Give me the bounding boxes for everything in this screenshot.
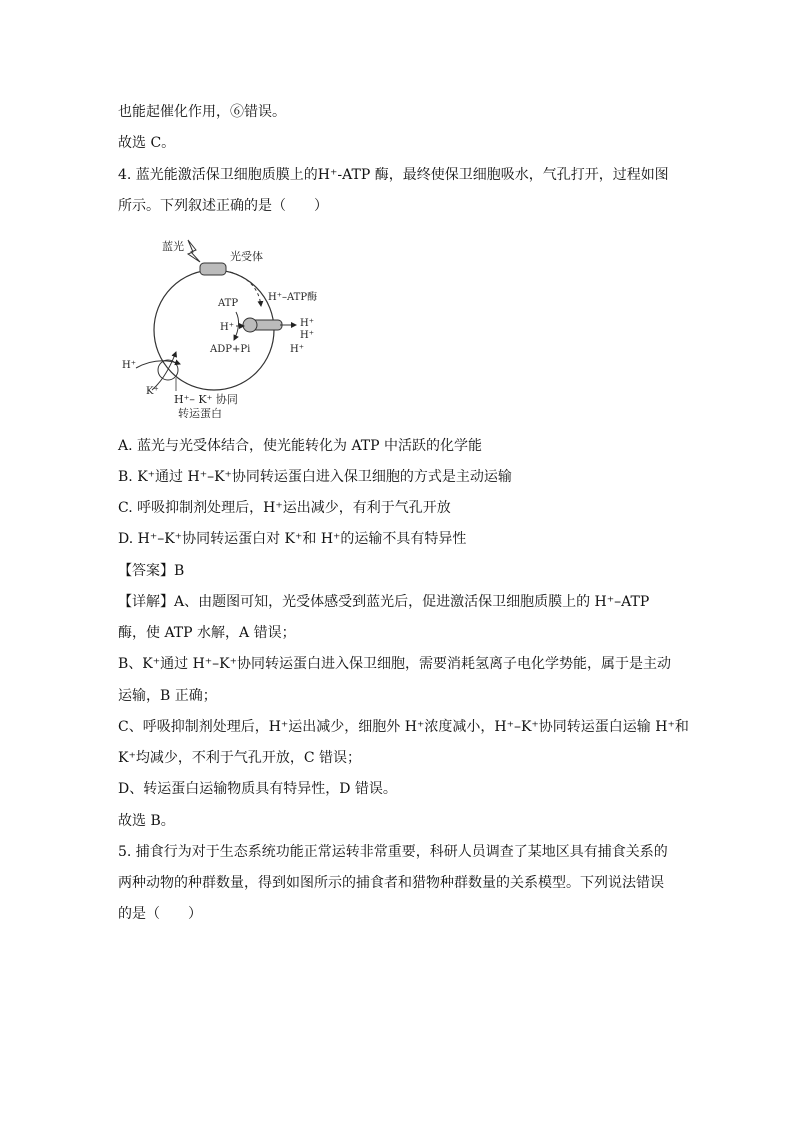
guard-cell-diagram (118, 228, 338, 418)
conclusion: 故选 B。 (118, 813, 175, 829)
option-b: B. K⁺通过 H⁺–K⁺协同转运蛋白进入保卫细胞的方式是主动运输 (118, 469, 512, 485)
label-cotrans-1: H⁺– K⁺ 协同 (174, 393, 238, 406)
label-atp: ATP (218, 298, 239, 309)
explanation-d: D、转运蛋白运输物质具有特异性，D 错误。 (118, 781, 397, 797)
explanation-b: B、K⁺通过 H⁺–K⁺协同转运蛋白进入保卫细胞，需要消耗氢离子电化学势能，属于是主动 (118, 656, 672, 672)
option-d: D. H⁺–K⁺协同转运蛋白对 K⁺和 H⁺的运输不具有特异性 (118, 531, 467, 547)
question-5-stem: 5. 捕食行为对于生态系统功能正常运转非常重要，科研人员调查了某地区具有捕食关系的 (118, 844, 668, 860)
option-a: A. 蓝光与光受体结合，使光能转化为 ATP 中活跃的化学能 (118, 438, 483, 454)
explanation-a-cont: 酶，使 ATP 水解，A 错误； (118, 625, 296, 641)
label-receptor: 光受体 (230, 250, 263, 263)
text-line-2: 故选 C。 (118, 135, 176, 151)
answer: 【答案】B (118, 563, 185, 579)
explanation-a: 【详解】A、由题图可知，光受体感受到蓝光后，促进激活保卫细胞质膜上的 H⁺–ATP (118, 594, 650, 610)
label-atpase: H⁺–ATP酶 (268, 292, 318, 303)
label-h-out-1: H⁺ (300, 318, 314, 329)
question-4-stem-cont: 所示。下列叙述正确的是（ ） (118, 198, 328, 214)
label-blue-light: 蓝光 (162, 240, 184, 253)
atpase-head (243, 318, 257, 332)
label-h-out-2: H⁺ (300, 330, 314, 341)
label-k-left: K⁺ (146, 386, 159, 397)
label-cotrans-2: 转运蛋白 (178, 407, 222, 418)
question-5-stem-end: 的是（ ） (118, 906, 202, 922)
question-5-stem-cont: 两种动物的种群数量，得到如图所示的捕食者和猎物种群数量的关系模型。下列说法错误 (118, 875, 664, 891)
question-4-stem: 4. 蓝光能激活保卫细胞质膜上的H⁺-ATP 酶，最终使保卫细胞吸水，气孔打开，过程如图 (118, 167, 669, 183)
label-h-in: H⁺ (220, 322, 234, 333)
explanation-c-cont: K⁺均减少，不利于气孔开放，C 错误； (118, 750, 362, 766)
label-h-left: H⁺ (122, 360, 136, 371)
option-c: C. 呼吸抑制剂处理后，H⁺运出减少，有利于气孔开放 (118, 500, 451, 516)
k-entry-arrow (152, 352, 176, 390)
photoreceptor (200, 263, 226, 275)
text-line-1: 也能起催化作用，⑥错误。 (118, 104, 286, 120)
label-adp: ADP+Pi (210, 344, 251, 355)
explanation-b-cont: 运输，B 正确； (118, 688, 217, 704)
label-h-out-3: H⁺ (290, 344, 304, 355)
light-bolt-icon (188, 240, 200, 262)
explanation-c: C、呼吸抑制剂处理后，H⁺运出减少，细胞外 H⁺浓度减小，H⁺–K⁺协同转运蛋白运输 H⁺和 (118, 719, 689, 735)
